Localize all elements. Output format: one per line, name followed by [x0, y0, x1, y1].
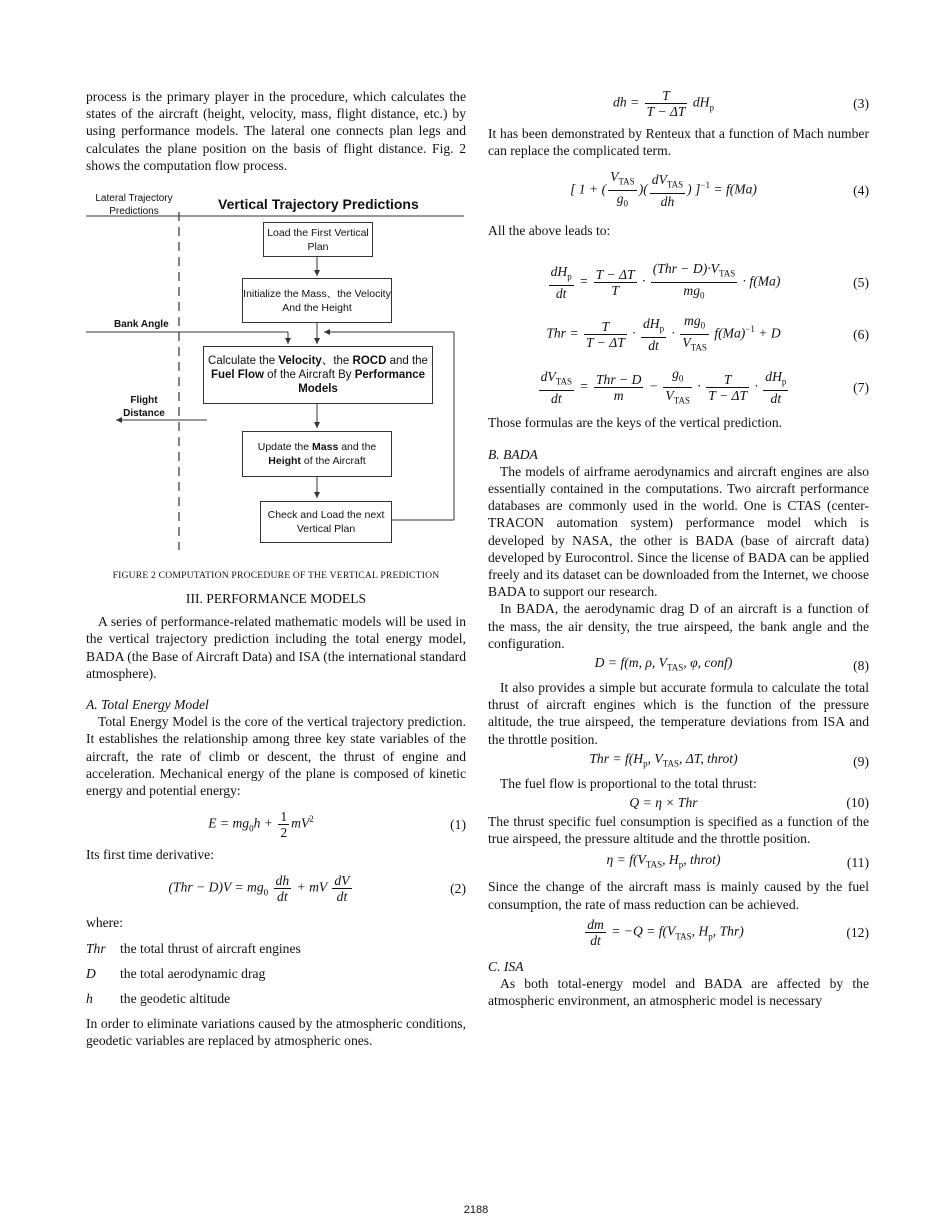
box-update: Update the Mass and the Height of the Aircraft [242, 431, 392, 477]
lateral-label: Lateral Trajectory Predictions [95, 193, 173, 218]
eliminate-paragraph: In order to eliminate variations caused by the atmospheric conditions, geodetic variables are replaced by atmospheric ones. [86, 1016, 466, 1049]
isa-paragraph: As both total-energy model and BADA are affected by the atmospheric environment, an atmospheric model is necessary [488, 976, 869, 1009]
flight-distance-label: Flight Distance [123, 395, 165, 420]
mass-paragraph: Since the change of the aircraft mass is mainly caused by the fuel consumption, the rate of mass reduction can be achieved. [488, 879, 869, 912]
box-initialize: Initialize the Mass、the Velocity And the Height [242, 278, 392, 323]
leads-text: All the above leads to: [488, 222, 611, 238]
series-paragraph: A series of performance-related mathematic models will be used in the vertical trajectory prediction including the total energy model, BADA (the Base of Aircraft Data) and ISA (the international standard atmosphere). [86, 614, 466, 681]
subsection-c: C. ISA [488, 958, 524, 974]
thrust-paragraph: It also provides a simple but accurate formula to calculate the total thrust of aircraft engines which is the function of the pressure altitude, the true airspeed, the temperature deviations from ISA and the throttle position. [488, 679, 869, 747]
vertical-title: Vertical Trajectory Predictions [218, 196, 419, 213]
renteux-paragraph: It has been demonstrated by Renteux that a function of Mach number can replace the complicated term. [488, 126, 869, 159]
equation-6: Thr = $\frac{T}{T - \Delta T}$ · $\frac{dH_p}{dt}$ · $\frac{mg_0}{V_{TAS}}$ $f(Ma)^{-1} + D$ (6) [546, 313, 869, 354]
equation-3: dh = $\frac{T}{T - \Delta T}$ $dH_p$ (3) [613, 88, 869, 119]
bada-paragraph-1: The models of airframe aerodynamics and aircraft engines are also essentially contained in the computations. Two aircraft performance databases are commonly used in the world. One is CTAS (center-TRACON automation system) performance model which is developed by NASA, the other is BADA (base of aircraft data) developed by Eurocontrol. Since the license of BADA can be applied freely and its dataset can be downloaded from the Internet, we choose BADA to support our research. [488, 463, 869, 600]
derivative-text: Its first time derivative: [86, 847, 214, 863]
left-column [86, 88, 466, 1050]
equation-2: $(Thr - D)V = mg_0$ $\frac{dh}{dt}$ + mV $\frac{dV}{dt}$ (2) [168, 873, 466, 905]
right-column [488, 88, 869, 1009]
equation-8: D = f(m, ρ, $V_{TAS}$, φ, conf) (8) [594, 655, 869, 673]
subsection-b: B. BADA [488, 446, 538, 462]
equation-4: [ 1 + ( $\frac{V_{TAS}}{g_0}$ )( $\frac{dV_{TAS}}{dh}$ ) ]$^{-1}$ = f(Ma) (4) [570, 169, 869, 209]
subsection-a: A. Total Energy Model [86, 697, 209, 713]
symbol-d: D the total aerodynamic drag [86, 965, 266, 981]
figure-2 [86, 186, 466, 582]
box-check-next: Check and Load the next Vertical Plan [260, 501, 392, 543]
equation-7: $\frac{dV_{TAS}}{dt}$ = $\frac{\text{Thr − D}}{m}$ − $\frac{g_0}{V_{TAS}}$ · $\frac{T}{T - \Delta T}$ · $\frac{dH_p}{dt}$ (7) [540, 365, 869, 406]
figure-caption: FIGURE 2 COMPUTATION PROCEDURE OF THE VERTICAL PREDICTION [112, 570, 440, 582]
fuel-flow-text: The fuel flow is proportional to the total thrust: [500, 775, 757, 791]
equation-11: $\eta = f(V_{TAS}$, $H_p$, throt) (11) [606, 852, 869, 871]
bank-angle-label: Bank Angle [114, 319, 169, 331]
where-text: where: [86, 915, 123, 931]
equation-5: $\frac{dH_p}{dt}$ = $\frac{T - \Delta T}{T}$ · $\frac{(Thr - D)\cdot V_{TAS}}{mg_0}$ · f(Ma) (5) [550, 261, 869, 301]
symbol-h: h the geodetic altitude [86, 991, 231, 1007]
bada-paragraph-2: In BADA, the aerodynamic drag D of an aircraft is a function of the mass, the air density, the true airspeed, the bank angle and the configuration. [488, 601, 869, 651]
equation-1: $E = mg_0h$ + $\frac{1}{2}$ $mV^2$ (1) [208, 809, 466, 841]
intro-paragraph: process is the primary player in the procedure, which calculates the states of the aircraft (height, velocity, mass, flight distance, etc.) by using performance models. The lateral one connects plan legs and calculates the plane position on the basis of flight distance. Fig. 2 shows the computation flow process. [86, 89, 466, 173]
equation-10: Q = η × Thr (10) [629, 794, 869, 810]
page-number: 2188 [463, 1204, 489, 1216]
section-heading: III. PERFORMANCE MODELS [185, 591, 367, 607]
box-calculate: Calculate the Velocity、the ROCD and the Fuel Flow of the Aircraft By Performance Models [203, 346, 433, 404]
keys-text: Those formulas are the keys of the vertical prediction. [488, 415, 783, 431]
total-energy-paragraph: Total Energy Model is the core of the vertical trajectory prediction. It establishes the relationship among three key state variables of the aircraft, the rate of climb or descent, the thrust of engine and acceleration. Mechanical energy of the plane is composed of kinetic energy and potential energy: [86, 714, 466, 799]
equation-12: $\frac{dm}{dt}$ = $-Q = f(V_{TAS}$, $H_p$, Thr) (12) [587, 916, 869, 948]
equation-9: Thr = $f(H_p$, $V_{TAS}$, ΔT, throt) (9) [589, 750, 869, 769]
box-load-first-plan: Load the First Vertical Plan [263, 222, 373, 257]
symbol-thr: Thr the total thrust of aircraft engines [86, 940, 301, 956]
tsfc-paragraph: The thrust specific fuel consumption is specified as a function of the true airspeed, the pressure altitude and the throttle position. [488, 814, 869, 847]
